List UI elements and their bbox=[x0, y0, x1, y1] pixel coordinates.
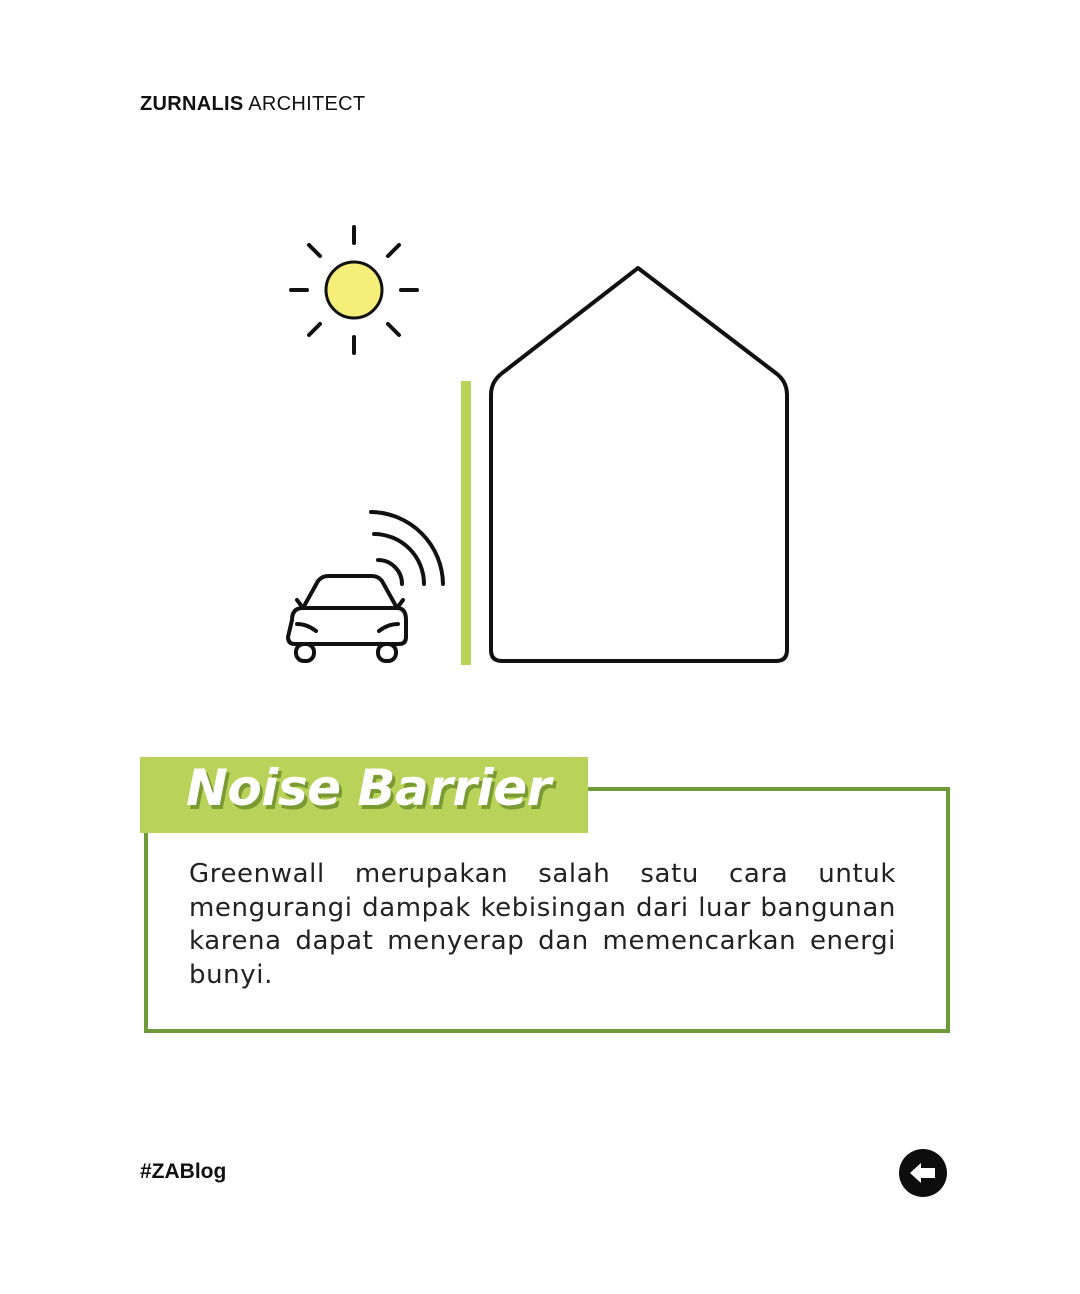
car-icon bbox=[288, 576, 406, 661]
brand-subtitle: ARCHITECT bbox=[248, 93, 366, 115]
card-title: Noise Barrier bbox=[186, 759, 551, 817]
house-icon bbox=[491, 268, 787, 661]
card-body: Greenwall merupakan salah satu cara untuk mengurangi dampak kebisingan dari luar bangunan karena dapat menyerap dan memencarkan energi bunyi. bbox=[189, 859, 896, 990]
green-wall-icon bbox=[461, 381, 471, 665]
sound-waves-icon bbox=[371, 512, 443, 584]
hashtag-label: #ZABlog bbox=[140, 1160, 227, 1183]
arrow-left-icon bbox=[908, 1161, 938, 1185]
back-button[interactable] bbox=[899, 1149, 947, 1197]
brand-name: ZURNALIS bbox=[140, 93, 244, 115]
sun-icon bbox=[291, 227, 417, 353]
